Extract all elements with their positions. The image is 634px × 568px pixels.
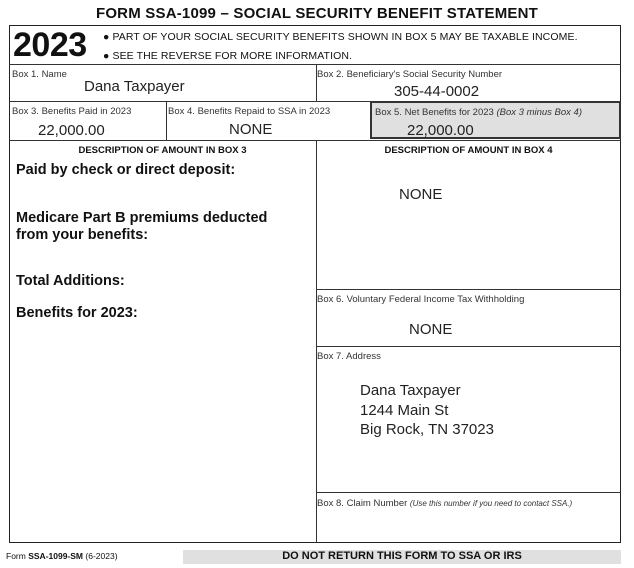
box3-value: 22,000.00	[38, 122, 105, 139]
desc-line: Benefits for 2023:	[16, 305, 138, 321]
divider	[9, 140, 621, 141]
box6-value: NONE	[409, 321, 453, 338]
form-title: FORM SSA-1099 – SOCIAL SECURITY BENEFIT STATEMENT	[95, 5, 539, 22]
footer-notice: DO NOT RETURN THIS FORM TO SSA OR IRS	[282, 550, 522, 562]
address-line: Dana Taxpayer	[360, 382, 461, 399]
desc-box3-header: DESCRIPTION OF AMOUNT IN BOX 3	[78, 145, 247, 156]
divider	[9, 64, 621, 65]
box5-label: Box 5. Net Benefits for 2023 (Box 3 minus Box 4)	[375, 107, 583, 118]
address-line: Big Rock, TN 37023	[360, 421, 494, 438]
divider	[316, 289, 621, 290]
divider	[316, 346, 621, 347]
desc-line: Paid by check or direct deposit:	[16, 162, 236, 178]
divider	[316, 140, 317, 543]
box1-label: Box 1. Name	[12, 69, 67, 80]
box5-value: 22,000.00	[407, 122, 474, 139]
desc-line: Total Additions:	[16, 273, 125, 289]
notice-bullet: ● SEE THE REVERSE FOR MORE INFORMATION.	[103, 50, 353, 62]
box6-label: Box 6. Voluntary Federal Income Tax Withholding	[317, 294, 525, 305]
bullet-dot-icon: ●	[103, 50, 113, 62]
box2-label: Box 2. Beneficiary's Social Security Number	[317, 69, 503, 80]
desc-box4-value: NONE	[399, 186, 443, 203]
form-id: Form SSA-1099-SM (6-2023)	[6, 551, 118, 561]
bullet-dot-icon: ●	[103, 31, 113, 43]
box8-label: Box 8. Claim Number (Use this number if you need to contact SSA.)	[317, 498, 573, 509]
box3-label: Box 3. Benefits Paid in 2023	[12, 106, 132, 117]
box1-name-value: Dana Taxpayer	[84, 78, 185, 95]
divider	[316, 492, 621, 493]
divider	[166, 101, 167, 140]
tax-year: 2023	[13, 26, 87, 64]
box4-value: NONE	[229, 121, 273, 138]
box2-ssn-value: 305-44-0002	[394, 83, 480, 100]
desc-line: from your benefits:	[16, 227, 149, 243]
box4-label: Box 4. Benefits Repaid to SSA in 2023	[168, 106, 331, 117]
box7-label: Box 7. Address	[317, 351, 381, 362]
address-line: 1244 Main St	[360, 402, 449, 419]
desc-line: Medicare Part B premiums deducted	[16, 210, 268, 226]
desc-box4-header: DESCRIPTION OF AMOUNT IN BOX 4	[384, 145, 553, 156]
notice-bullet: ● PART OF YOUR SOCIAL SECURITY BENEFITS SHOWN IN BOX 5 MAY BE TAXABLE INCOME.	[103, 31, 578, 43]
